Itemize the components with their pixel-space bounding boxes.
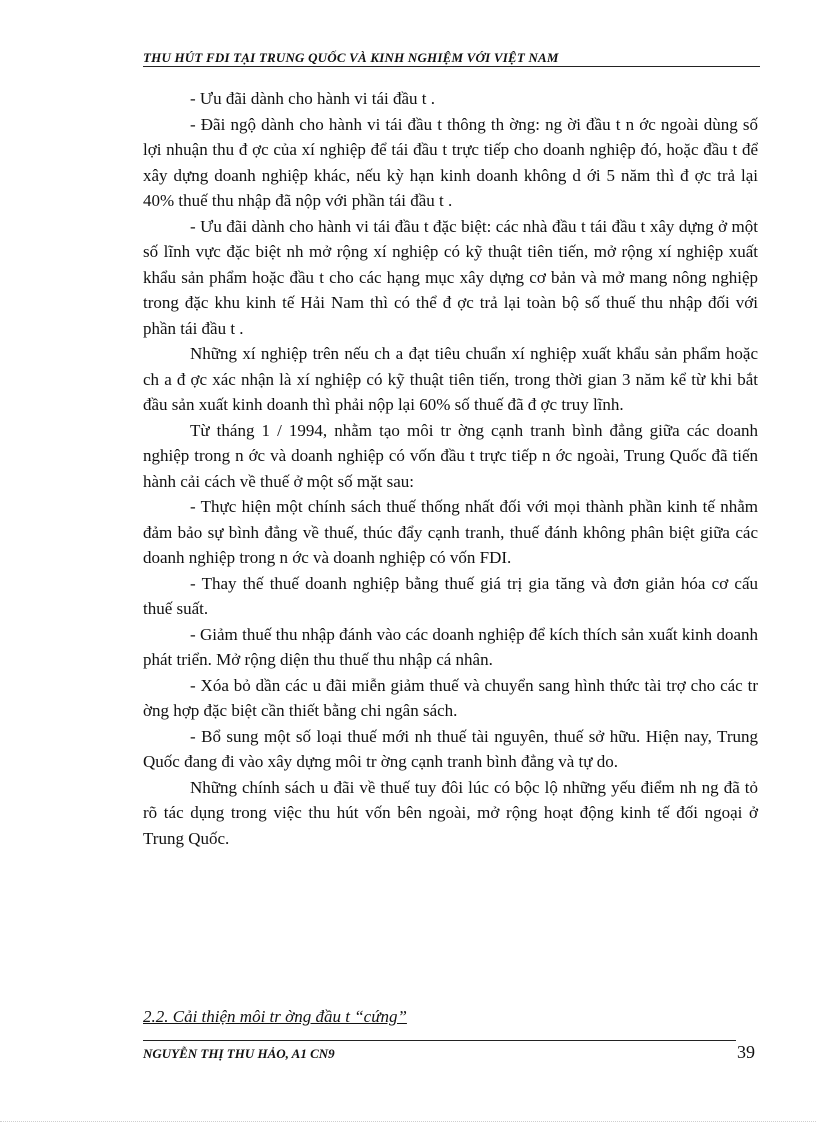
paragraph: - Thực hiện một chính sách thuế thống nhất đối với mọi thành phần kinh tế nhằm đảm bảo sự bình đẳng về thuế, thúc đẩy cạnh tranh, thuế đánh không phân biệt giữa các doanh nghiệp trong n ớc và doanh nghiệp có vốn FDI.: [143, 497, 758, 567]
paragraph: - Giảm thuế thu nhập đánh vào các doanh nghiệp để kích thích sản xuất kinh doanh phát triển. Mở rộng diện thu thuế thu nhập cá nhân.: [143, 624, 758, 669]
footer-rule: [143, 1040, 736, 1041]
paragraph: Từ tháng 1 / 1994, nhằm tạo môi tr ờng cạnh tranh bình đẳng giữa các doanh nghiệp trong n ớc và doanh nghiệp có vốn đầu t trực tiếp n ớc ngoài, Trung Quốc đã tiến hành cải cách về thuế ở một số mặt sau:: [143, 420, 758, 491]
header-rule: [143, 66, 760, 67]
section-heading: 2.2. Cải thiện môi tr ờng đầu t “cứng”: [143, 1007, 407, 1026]
paragraph: Những xí nghiệp trên nếu ch a đạt tiêu chuẩn xí nghiệp xuất khẩu sản phẩm hoặc ch a đ ợc xác nhận là xí nghiệp có kỹ thuật tiên tiến, trong thời gian 3 năm kể từ khi bắt đầu sản xuất kinh doanh thì phải nộp lại 60% số thuế đã đ ợc truy lĩnh.: [143, 344, 758, 414]
paragraph: - Đãi ngộ dành cho hành vi tái đầu t thông th ờng: ng ời đầu t n ớc ngoài dùng số lợi nhuận thu đ ợc của xí nghiệp để tái đầu t trực tiếp cho doanh nghiệp đó, hoặc đầu t để xây dựng doanh nghiệp khác, nếu kỳ hạn kinh doanh không d ới 5 năm thì đ ợc trả lại 40% thuế thu nhập đã nộp với phần tái đầu t .: [143, 114, 758, 210]
body-text: [143, 86, 758, 851]
paragraph: - Ưu đãi dành cho hành vi tái đầu t .: [190, 89, 435, 108]
running-header-title: THU HÚT FDI TẠI TRUNG QUỐC VÀ KINH NGHIỆM VỚI VIỆT NAM: [143, 50, 559, 65]
paragraph: - Bổ sung một số loại thuế mới nh thuế tài nguyên, thuế sở hữu. Hiện nay, Trung Quốc đang đi vào xây dựng môi tr ờng cạnh tranh bình đẳng và tự do.: [143, 726, 758, 771]
paragraph: - Thay thế thuế doanh nghiệp bằng thuế giá trị gia tăng và đơn giản hóa cơ cấu thuế suất.: [143, 573, 758, 618]
page-number: 39: [737, 1042, 755, 1062]
footer-author: NGUYỄN THỊ THU HẢO, A1 CN9: [143, 1046, 335, 1061]
page-edge-divider: [0, 1121, 816, 1122]
paragraph: - Ưu đãi dành cho hành vi tái đầu t đặc biệt: các nhà đầu t tái đầu t xây dựng ở một số lĩnh vực đặc biệt nh mở rộng xí nghiệp có kỹ thuật tiên tiến, mở rộng xí nghiệp xuất khẩu sản phẩm hoặc đầu t cho các hạng mục xây dựng cơ bản và mở mang nông nghiệp trong đặc khu kinh tế Hải Nam thì có thể đ ợc trả lại toàn bộ số thuế thu nhập đối với phần tái đầu t .: [143, 216, 758, 338]
paragraph: - Xóa bỏ dần các u đãi miễn giảm thuế và chuyển sang hình thức tài trợ cho các tr ờng hợp đặc biệt cần thiết bằng chi ngân sách.: [143, 675, 758, 720]
paragraph: Những chính sách u đãi về thuế tuy đôi lúc có bộc lộ những yếu điểm nh ng đã tỏ rõ tác dụng trong việc thu hút vốn bên ngoài, mở rộng hoạt động kinh tế đối ngoại ở Trung Quốc.: [143, 777, 758, 848]
